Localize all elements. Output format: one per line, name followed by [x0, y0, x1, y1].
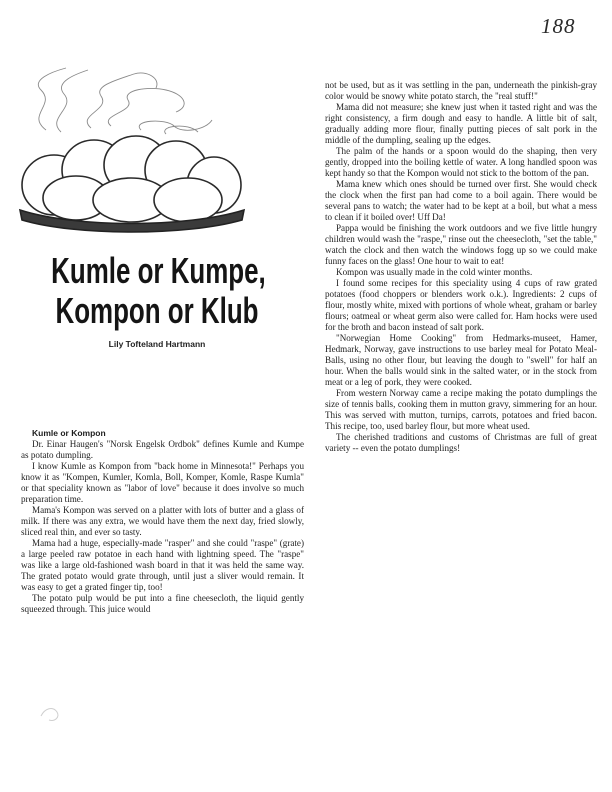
paragraph: Dr. Einar Haugen's "Norsk Engelsk Ordbok" defines Kumle and Kumpe as potato dumpling. — [21, 439, 304, 460]
paragraph: Mama knew which ones should be turned over first. She would check the clock when the first pan had come to a boil again. There would be several pans to watch; the water had to be kept at a boil, but what a mess to clean if it boiled over! Uff Da! — [325, 179, 597, 222]
right-column — [325, 80, 597, 454]
steam-wisps — [38, 68, 212, 134]
paragraph: I found some recipes for this speciality using 4 cups of raw grated potatoes (food choppers or blenders work o.k.). Ingredients: 2 cups of flour, mostly white, mixed with portions of whole wheat, graham or barley flours; oatmeal or wheat germ also were called for. Ham hocks were used for the broth and bacon instead of salt pork. — [325, 278, 597, 332]
article-title-line-1: Kumle or Kumpe, — [51, 250, 266, 291]
paragraph: The potato pulp would be put into a fine cheesecloth, the liquid gently squeezed through. This juice would — [21, 593, 304, 614]
paragraph: Mama's Kompon was served on a platter with lots of butter and a glass of milk. If there was any extra, we would have them the next day, fried slowly, sliced real thin, and ever so tasty. — [21, 505, 304, 537]
paragraph: The palm of the hands or a spoon would do the shaping, then very gently, dropped into the boiling kettle of water. A long handled spoon was kept handy so that the Kompon would not stick to the bottom of the pan. — [325, 146, 597, 178]
paragraph: not be used, but as it was settling in the pan, underneath the pinkish-gray color would be snowy white potato starch, the "real stuff!" — [325, 80, 597, 101]
section-heading: Kumle or Kompon — [32, 428, 106, 438]
paragraph: Mama did not measure; she knew just when it tasted right and was the right consistency, a firm dough and easy to handle. A little bit of salt, gradually adding more flour, finally putting pieces of salt pork in the middle of the dumpling, sealing up the edges. — [325, 102, 597, 145]
author-byline: Lily Tofteland Hartmann — [108, 339, 206, 349]
paragraph: Mama had a huge, especially-made "rasper" and she could "raspe" (grate) a large peeled raw potatoe in each hand with lightning speed. The "raspe" was like a large old-fashioned wash board in that it was held the same way. The grated potato would grate through, until just a sliver would remain. It was easy to get a grated finger tip, too! — [21, 538, 304, 592]
page-number: 188 — [541, 14, 576, 38]
paragraph: Pappa would be finishing the work outdoors and we five little hungry children would wash the "raspe," rinse out the cheesecloth, "set the table," watch the clock and then watch the windows fogg up so we could make funny faces on the glass! One hour to wait to eat! — [325, 223, 597, 266]
paragraph: The cherished traditions and customs of Christmas are full of great variety -- even the potato dumplings! — [325, 432, 597, 453]
dumplings-on-platter — [20, 136, 244, 232]
paragraph: "Norwegian Home Cooking" from Hedmarks-museet, Hamer, Hedmark, Norway, gave instructions to use barley meal for Potato Meal-Balls, using no other flour, but leaving the dough to "swell" for half an hour. When the balls would sink in the salted water, or in the stock from meat or a leg of pork, they were cooked. — [325, 333, 597, 387]
scan-smudge-mark — [35, 690, 75, 730]
article-title-line-2: Kompon or Klub — [55, 290, 259, 331]
left-column — [21, 428, 304, 615]
paragraph: I know Kumle as Kompon from "back home in Minnesota!" Perhaps you know it as "Kompen, Kumler, Komla, Boll, Komper, Komle, Raspe Kumla" or that speciality known as "labor of love" because it does involve so much preparation time. — [21, 461, 304, 504]
steaming-dumplings-illustration — [16, 60, 246, 235]
paragraph: Kompon was usually made in the cold winter months. — [336, 267, 533, 277]
paragraph: From western Norway came a recipe making the potato dumplings the size of tennis balls, cooking them in mutton gravy, simmering for an hour. This was served with mutton, turnips, carrots, potatoes and fried bacon. This recipe, too, used barley flour, but more wheat used. — [325, 388, 597, 431]
